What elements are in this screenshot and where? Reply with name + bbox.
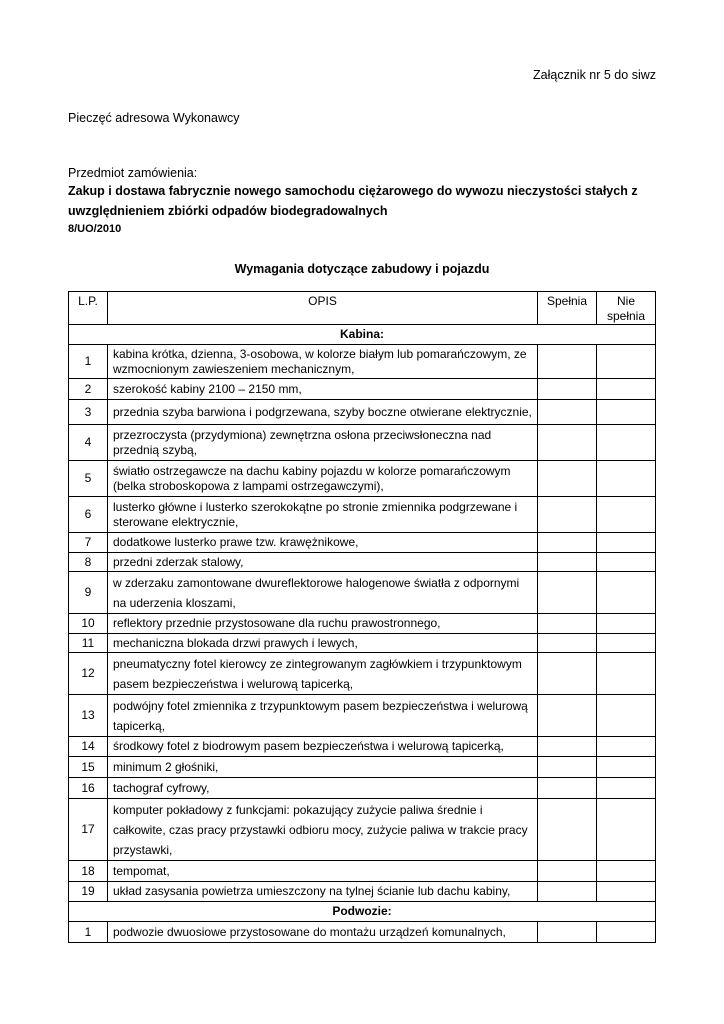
table-row xyxy=(69,379,656,400)
meets-cell[interactable] xyxy=(538,778,597,799)
row-description: szerokość kabiny 2100 – 2150 mm, xyxy=(108,379,538,400)
meets-cell[interactable] xyxy=(538,553,597,572)
table-row xyxy=(69,497,656,533)
meets-cell[interactable] xyxy=(538,345,597,379)
not-meets-cell[interactable] xyxy=(597,861,656,882)
not-meets-cell[interactable] xyxy=(597,799,656,861)
column-header-opis: OPIS xyxy=(108,292,538,325)
table-row xyxy=(69,653,656,695)
row-description: podwójny fotel zmiennika z trzypunktowym pasem bezpieczeństwa i welurową tapicerką, xyxy=(108,695,538,737)
table-body xyxy=(69,325,656,943)
table-row xyxy=(69,614,656,634)
row-number: 4 xyxy=(69,425,108,461)
row-number: 8 xyxy=(69,553,108,572)
table-row xyxy=(69,882,656,902)
not-meets-cell[interactable] xyxy=(597,695,656,737)
table-row xyxy=(69,695,656,737)
table-row xyxy=(69,737,656,757)
reference-number: 8/UO/2010 xyxy=(68,223,122,235)
not-meets-cell[interactable] xyxy=(597,379,656,400)
row-number: 3 xyxy=(69,400,108,425)
row-number: 14 xyxy=(69,737,108,757)
table-row xyxy=(69,922,656,943)
row-number: 10 xyxy=(69,614,108,634)
table-row xyxy=(69,400,656,425)
row-description: w zderzaku zamontowane dwureflektorowe halogenowe światła z odpornymi na uderzenia kloszami, xyxy=(108,572,538,614)
requirements-title: Wymagania dotyczące zabudowy i pojazdu xyxy=(234,262,490,276)
section-title: Kabina: xyxy=(69,325,656,345)
row-number: 13 xyxy=(69,695,108,737)
subject-label: Przedmiot zamówienia: xyxy=(68,166,198,180)
row-number: 1 xyxy=(69,922,108,943)
not-meets-cell[interactable] xyxy=(597,922,656,943)
table-row xyxy=(69,533,656,553)
table-row xyxy=(69,634,656,653)
section-title: Podwozie: xyxy=(69,902,656,922)
row-number: 16 xyxy=(69,778,108,799)
row-description: minimum 2 głośniki, xyxy=(108,757,538,778)
row-number: 9 xyxy=(69,572,108,614)
contractor-stamp-label: Pieczęć adresowa Wykonawcy xyxy=(68,111,240,125)
meets-cell[interactable] xyxy=(538,497,597,533)
not-meets-cell[interactable] xyxy=(597,553,656,572)
column-header-lp: L.P. xyxy=(69,292,108,325)
meets-cell[interactable] xyxy=(538,572,597,614)
table-row xyxy=(69,861,656,882)
subject-title: Zakup i dostawa fabrycznie nowego samochodu ciężarowego do wywozu nieczystości stałych z uwzględnieniem zbiórki odpadów biodegradowalnych xyxy=(68,184,638,218)
meets-cell[interactable] xyxy=(538,461,597,497)
not-meets-cell[interactable] xyxy=(597,425,656,461)
meets-cell[interactable] xyxy=(538,614,597,634)
not-meets-cell[interactable] xyxy=(597,778,656,799)
row-number: 2 xyxy=(69,379,108,400)
row-description: środkowy fotel z biodrowym pasem bezpieczeństwa i welurową tapicerką, xyxy=(108,737,538,757)
row-description: przednia szyba barwiona i podgrzewana, szyby boczne otwierane elektrycznie, xyxy=(108,400,538,425)
row-description: przedni zderzak stalowy, xyxy=(108,553,538,572)
not-meets-cell[interactable] xyxy=(597,497,656,533)
meets-cell[interactable] xyxy=(538,533,597,553)
row-number: 15 xyxy=(69,757,108,778)
row-description: dodatkowe lusterko prawe tzw. krawężnikowe, xyxy=(108,533,538,553)
table-header-row xyxy=(69,292,656,325)
row-description: układ zasysania powietrza umieszczony na tylnej ścianie lub dachu kabiny, xyxy=(108,882,538,902)
meets-cell[interactable] xyxy=(538,634,597,653)
row-description: lusterko główne i lusterko szerokokątne po stronie zmiennika podgrzewane i sterowane elektrycznie, xyxy=(108,497,538,533)
not-meets-cell[interactable] xyxy=(597,461,656,497)
not-meets-cell[interactable] xyxy=(597,400,656,425)
row-number: 12 xyxy=(69,653,108,695)
row-description: pneumatyczny fotel kierowcy ze zintegrowanym zagłówkiem i trzypunktowym pasem bezpieczeństwa i welurową tapicerką, xyxy=(108,653,538,695)
row-number: 17 xyxy=(69,799,108,861)
row-description: podwozie dwuosiowe przystosowane do montażu urządzeń komunalnych, xyxy=(108,922,538,943)
not-meets-cell[interactable] xyxy=(597,634,656,653)
not-meets-cell[interactable] xyxy=(597,614,656,634)
row-description: tachograf cyfrowy, xyxy=(108,778,538,799)
not-meets-cell[interactable] xyxy=(597,737,656,757)
row-description: przezroczysta (przydymiona) zewnętrzna osłona przeciwsłoneczna nad przednią szybą, xyxy=(108,425,538,461)
meets-cell[interactable] xyxy=(538,861,597,882)
meets-cell[interactable] xyxy=(538,425,597,461)
meets-cell[interactable] xyxy=(538,653,597,695)
meets-cell[interactable] xyxy=(538,737,597,757)
requirements-table xyxy=(68,291,656,943)
row-number: 5 xyxy=(69,461,108,497)
meets-cell[interactable] xyxy=(538,379,597,400)
table-row xyxy=(69,757,656,778)
table-row xyxy=(69,572,656,614)
column-header-not-meets: Nie spełnia xyxy=(597,292,656,325)
not-meets-cell[interactable] xyxy=(597,572,656,614)
meets-cell[interactable] xyxy=(538,757,597,778)
annex-label: Załącznik nr 5 do siwz xyxy=(533,68,656,82)
meets-cell[interactable] xyxy=(538,400,597,425)
meets-cell[interactable] xyxy=(538,882,597,902)
table-row xyxy=(69,553,656,572)
row-number: 1 xyxy=(69,345,108,379)
meets-cell[interactable] xyxy=(538,799,597,861)
not-meets-cell[interactable] xyxy=(597,882,656,902)
row-number: 19 xyxy=(69,882,108,902)
row-number: 6 xyxy=(69,497,108,533)
meets-cell[interactable] xyxy=(538,922,597,943)
row-description: komputer pokładowy z funkcjami: pokazujący zużycie paliwa średnie i całkowite, czas pracy przystawki odbioru mocy, zużycie paliwa w trakcie pracy przystawki, xyxy=(108,799,538,861)
row-description: reflektory przednie przystosowane dla ruchu prawostronnego, xyxy=(108,614,538,634)
not-meets-cell[interactable] xyxy=(597,653,656,695)
row-number: 18 xyxy=(69,861,108,882)
row-description: światło ostrzegawcze na dachu kabiny pojazdu w kolorze pomarańczowym (belka stroboskopowa z lampami ostrzegawczymi), xyxy=(108,461,538,497)
row-number: 7 xyxy=(69,533,108,553)
table-row xyxy=(69,461,656,497)
row-description: mechaniczna blokada drzwi prawych i lewych, xyxy=(108,634,538,653)
section-row xyxy=(69,902,656,922)
not-meets-cell[interactable] xyxy=(597,533,656,553)
table-row xyxy=(69,799,656,861)
row-description: kabina krótka, dzienna, 3-osobowa, w kolorze białym lub pomarańczowym, ze wzmocnionym zawieszeniem mechanicznym, xyxy=(108,345,538,379)
meets-cell[interactable] xyxy=(538,695,597,737)
not-meets-cell[interactable] xyxy=(597,757,656,778)
column-header-meets: Spełnia xyxy=(538,292,597,325)
not-meets-cell[interactable] xyxy=(597,345,656,379)
row-number: 11 xyxy=(69,634,108,653)
row-description: tempomat, xyxy=(108,861,538,882)
table-row xyxy=(69,778,656,799)
section-row xyxy=(69,325,656,345)
table-row xyxy=(69,345,656,379)
table-row xyxy=(69,425,656,461)
